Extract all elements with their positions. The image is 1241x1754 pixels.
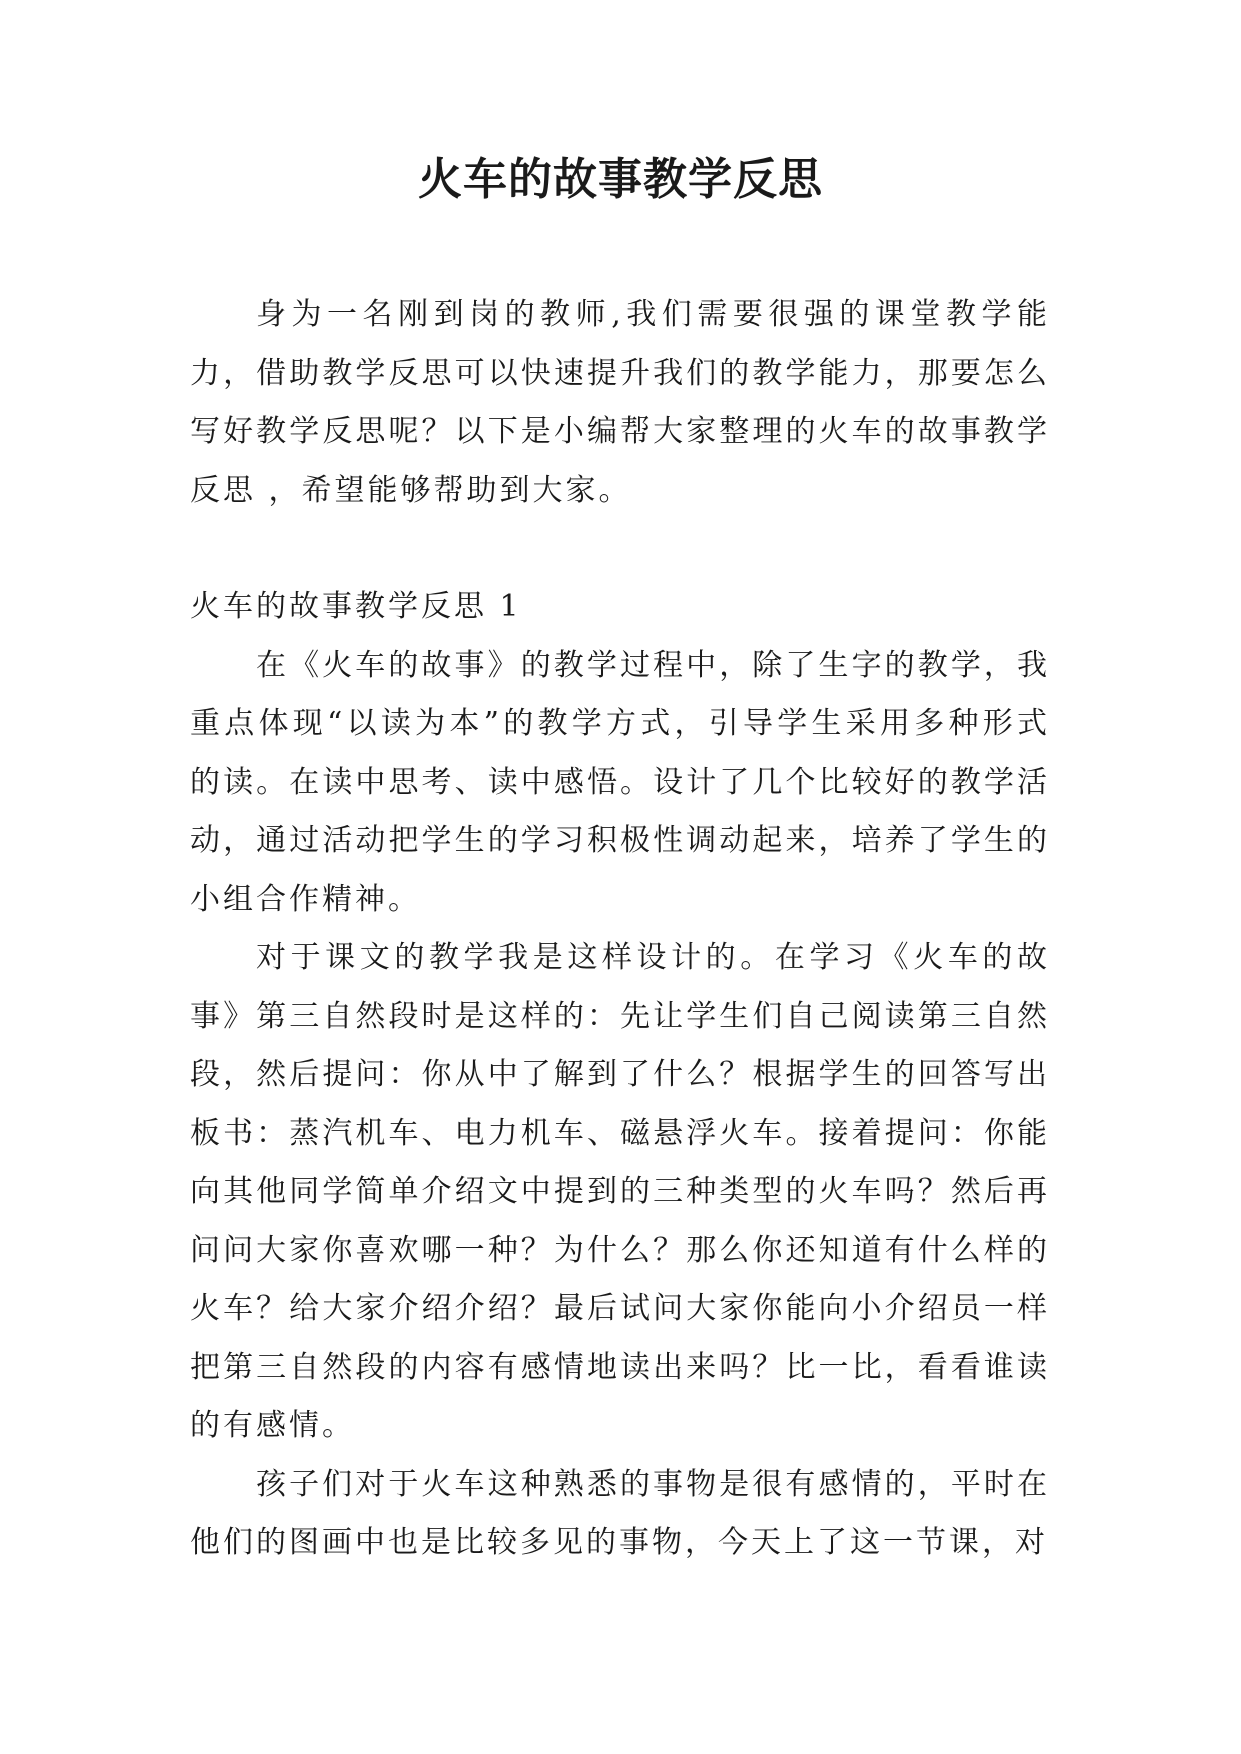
body-paragraph: 在《火车的故事》的教学过程中，除了生字的教学，我重点体现“以读为本”的教学方式，引导学生采用多种形式的读。在读中思考、读中感悟。设计了几个比较好的教学活动，通过活动把学生的学习积极性调动起来，培养了学生的小组合作精神。 — [190, 647, 1050, 917]
intro-paragraph: 身为一名刚到岗的教师,我们需要很强的课堂教学能力，借助教学反思可以快速提升我们的教学能力，那要怎么写好教学反思呢？以下是小编帮大家整理的火车的故事教学反思 ，希望能够帮助到大家。 — [190, 297, 1050, 508]
body-paragraph: 孩子们对于火车这种熟悉的事物是很有感情的，平时在他们的图画中也是比较多见的事物，今天上了这一节课，对 — [190, 1466, 1050, 1560]
section-heading: 火车的故事教学反思 1 — [190, 589, 522, 624]
document-body — [190, 286, 1050, 1573]
body-paragraph: 对于课文的教学我是这样设计的。在学习《火车的故事》第三自然段时是这样的：先让学生们自己阅读第三自然段，然后提问：你从中了解到了什么？根据学生的回答写出板书：蒸汽机车、电力机车、磁悬浮火车。接着提问：你能向其他同学简单介绍文中提到的三种类型的火车吗？然后再问问大家你喜欢哪一种？为什么？那么你还知道有什么样的火车？给大家介绍介绍？最后试问大家你能向小介绍员一样把第三自然段的内容有感情地读出来吗？比一比，看看谁读的有感情。 — [190, 940, 1050, 1443]
document-title: 火车的故事教学反思 — [418, 154, 823, 205]
